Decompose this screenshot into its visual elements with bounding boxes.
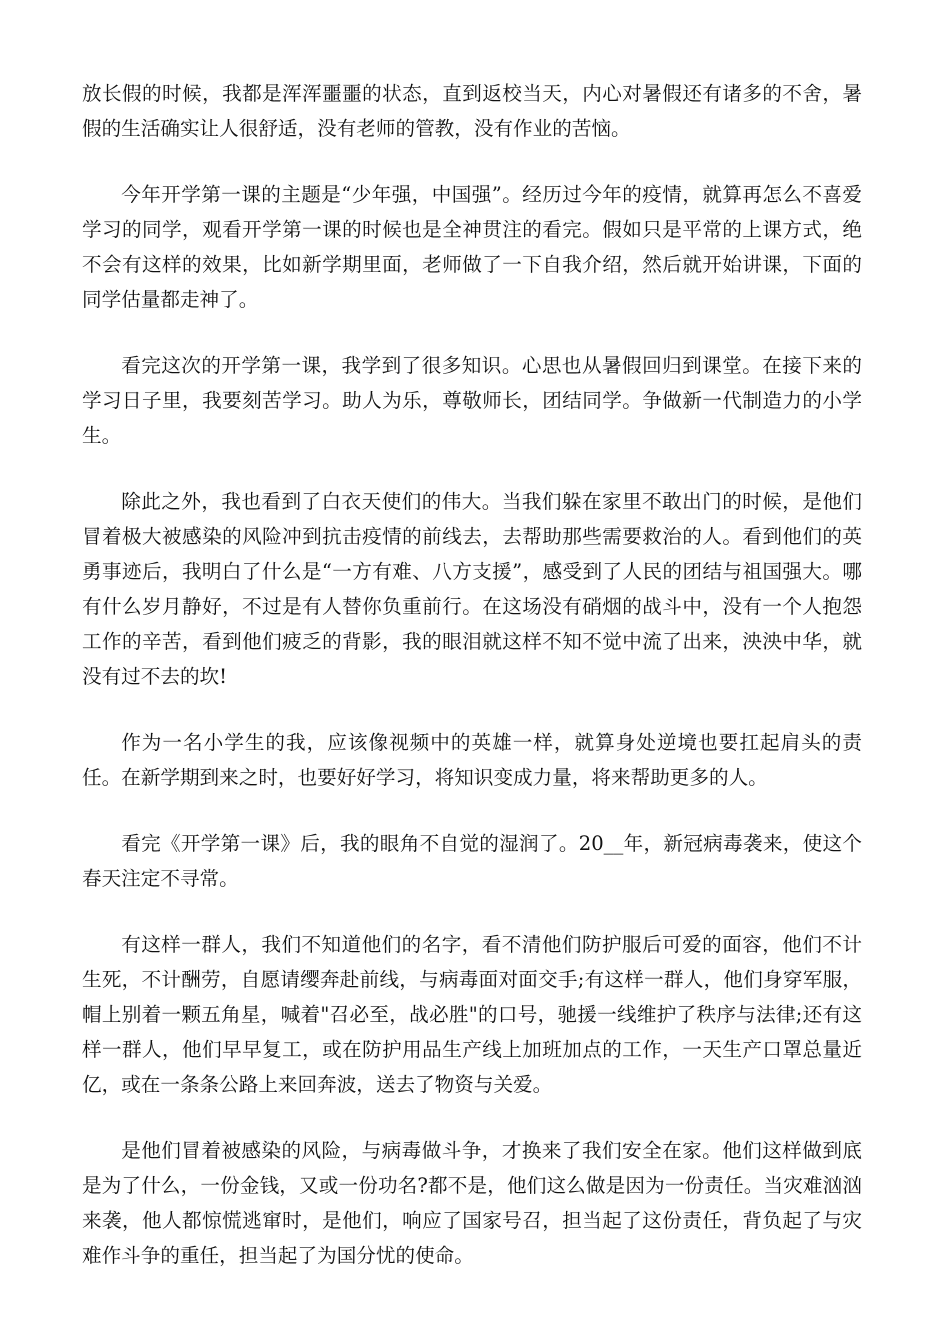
- paragraph: 除此之外，我也看到了白衣天使们的伟大。当我们躲在家里不敢出门的时候，是他们冒着极大被感染的风险冲到抗击疫情的前线去，去帮助那些需要救治的人。看到他们的英勇事迹后，我明白了什么是“一方有难、八方支援”，感受到了人民的团结与祖国强大。哪有什么岁月静好，不过是有人替你负重前行。在这场没有硝烟的战斗中，没有一个人抱怨工作的辛苦，看到他们疲乏的背影，我的眼泪就这样不知不觉中流了出来，泱泱中华，就没有过不去的坎!: [82, 490, 862, 688]
- paragraph: 看完《开学第一课》后，我的眼角不自觉的湿润了。20__年，新冠病毒袭来，使这个春天注定不寻常。: [82, 832, 862, 890]
- paragraph: 是他们冒着被感染的风险，与病毒做斗争，才换来了我们安全在家。他们这样做到底是为了什么，一份金钱，又或一份功名?都不是，他们这么做是因为一份责任。当灾难汹汹来袭，他人都惊慌逃窜时，是他们，响应了国家号召，担当起了这份责任，背负起了与灾难作斗争的重任，担当起了为国分忧的使命。: [82, 1139, 862, 1267]
- paragraph: 放长假的时候，我都是浑浑噩噩的状态，直到返校当天，内心对暑假还有诸多的不舍，暑假的生活确实让人很舒适，没有老师的管教，没有作业的苦恼。: [82, 82, 862, 140]
- document-body: [82, 76, 862, 1304]
- paragraph: 作为一名小学生的我，应该像视频中的英雄一样，就算身处逆境也要扛起肩头的责任。在新学期到来之时，也要好好学习，将知识变成力量，将来帮助更多的人。: [82, 731, 862, 789]
- paragraph: 今年开学第一课的主题是“少年强，中国强”。经历过今年的疫情，就算再怎么不喜爱学习的同学，观看开学第一课的时候也是全神贯注的看完。假如只是平常的上课方式，绝不会有这样的效果，比如新学期里面，老师做了一下自我介绍，然后就开始讲课，下面的同学估量都走神了。: [82, 183, 862, 311]
- paragraph: 有这样一群人，我们不知道他们的名字，看不清他们防护服后可爱的面容，他们不计生死，不计酬劳，自愿请缨奔赴前线，与病毒面对面交手;有这样一群人，他们身穿军服，帽上别着一颗五角星，喊着"召必至，战必胜"的口号，驰援一线维护了秩序与法律;还有这样一群人，他们早早复工，或在防护用品生产线上加班加点的工作，一天生产口罩总量近亿，或在一条条公路上来回奔波，送去了物资与关爱。: [82, 933, 863, 1096]
- paragraph: 看完这次的开学第一课，我学到了很多知识。心思也从暑假回归到课堂。在接下来的学习日子里，我要刻苦学习。助人为乐，尊敬师长，团结同学。争做新一代制造力的小学生。: [82, 354, 862, 447]
